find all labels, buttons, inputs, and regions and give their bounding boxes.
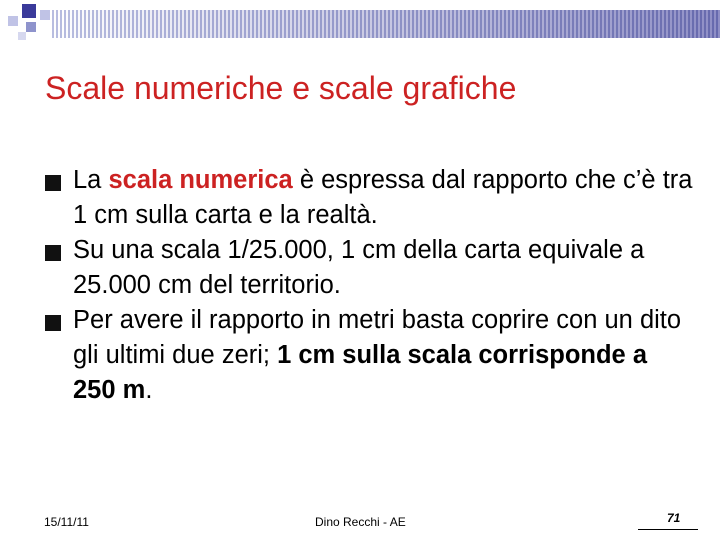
decor-square-5 — [18, 32, 26, 40]
bullet-square-icon — [45, 245, 61, 261]
footer-date: 15/11/11 — [44, 515, 89, 529]
bullet-item-1 — [45, 163, 695, 233]
page-number-underline — [638, 529, 698, 530]
bullet-3-pre: Per avere il rapporto in metri basta coprire con un dito gli ultimi due zeri; — [73, 306, 682, 369]
bullet-item-3 — [45, 303, 695, 408]
bullet-square-icon — [45, 315, 61, 331]
footer-author: Dino Recchi - AE — [315, 515, 406, 529]
header-stripe-shade — [52, 10, 720, 38]
bullet-3-post: . — [145, 376, 153, 404]
slide-title: Scale numeriche e scale grafiche — [45, 70, 517, 106]
bullet-list — [45, 163, 695, 408]
decor-square-1 — [22, 4, 36, 18]
bullet-3-emphasis: 1 cm sulla scala corrisponde a 250 m — [73, 341, 648, 404]
bullet-1-post: è espressa dal rapporto che c’è tra 1 cm sulla carta e la realtà. — [73, 166, 693, 229]
page-number: 71 — [667, 511, 681, 525]
decor-square-2 — [40, 10, 50, 20]
bullet-2-text: Su una scala 1/25.000, 1 cm della carta equivale a 25.000 cm del territorio. — [73, 236, 645, 299]
decor-square-3 — [8, 16, 18, 26]
bullet-1-pre: La — [73, 166, 109, 194]
bullet-1-emphasis: scala numerica — [108, 166, 293, 194]
decor-square-4 — [26, 22, 36, 32]
bullet-square-icon — [45, 175, 61, 191]
bullet-item-2 — [45, 233, 695, 303]
